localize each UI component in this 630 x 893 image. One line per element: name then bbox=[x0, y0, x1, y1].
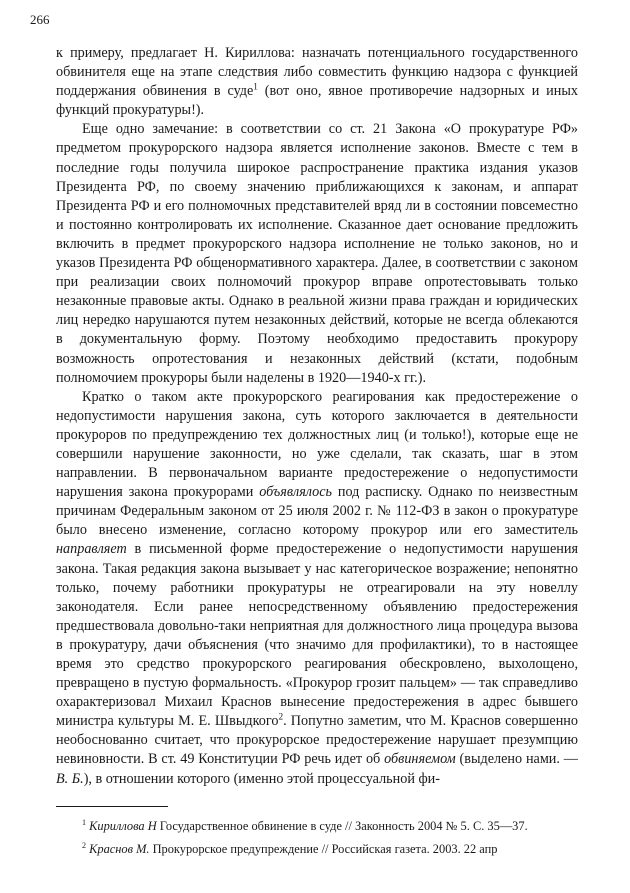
italic-run: В. Б. bbox=[56, 770, 84, 787]
italic-run: обвиняемом bbox=[384, 751, 456, 768]
footnote-marker: 2 bbox=[278, 711, 284, 722]
footnotes bbox=[56, 818, 578, 863]
text-run: к примеру, предлагает Н. Кириллова: назначать потенциального государственного обвинителя еще на этапе следствия либо совместить функцию надзора с функцией поддержания обвинения в суде bbox=[56, 45, 578, 100]
text-run: Кратко о таком акте прокурорского реагирования как предостережение о недопустимости нарушения закона, суть которого заключается в деятельности прокуроров по предупреждению тех должностных лиц (и только!), которые еще не совершили нарушение законности, но уже сделали, так сказать, шаг в этом направлении. В первоначальном варианте предостережение о недопустимости нарушения закона прокурорами bbox=[56, 388, 578, 501]
text-run: . Попутно заметим, что М. Краснов совершенно необоснованно считает, что прокурорское предостережение нарушает презумпцию невиновности. В ст. 49 Конституции РФ речь идет об bbox=[56, 713, 578, 768]
italic-run: объявлялось bbox=[259, 484, 332, 501]
page-number: 266 bbox=[30, 12, 50, 27]
text-run: под расписку. Однако по неизвестным причинам Федеральным законом от 25 июля 2002 г. № 112-ФЗ в закон о прокуратуре было внесено изменение, согласно которому прокурор или его заместитель bbox=[56, 484, 578, 539]
italic-run: Краснов М. bbox=[89, 841, 150, 856]
italic-run: направляет bbox=[56, 541, 127, 558]
text-run: (выделено нами. — bbox=[455, 751, 578, 768]
text-run: в письменной форме предостережение о недопустимости нарушения закона. Такая редакция закона вызывает у нас категорическое возражение; непонятно только, почему работники прокуратуры не отреагировали на эту новеллу законодателя. Если ранее непосредственному объявлению предостережения предшествовала довольно-таки неприятная для должностного лица процедура вызова в прокуратуру, дачи объяснения (что значимо для профилактики), то в настоящее время это средство прокурорского реагирования обескровлено, выхолощено, превращено в пустую формальность. «Прокурор грозит пальцем» — так справедливо охарактеризовал Михаил Краснов вынесение предостережения в адрес бывшего министра культуры М. Е. Швыдкого bbox=[56, 541, 578, 730]
text-run: Еще одно замечание: в соответствии со ст. 21 Закона «О прокуратуре РФ» предметом прокурорского надзора является исполнение законов. Вместе с тем в последние годы получила широкое распространение практика издания указов Президента РФ, по своему значению приближающихся к законам, и аппарат Президента РФ и его полномочных представителей вряд ли в состоянии повсеместно и постоянно контролировать их исполнение. Сказанное дает основание предложить включить в предмет прокурорского надзора исполнение не только законов, но и указов Президента РФ общенормативного характера. Далее, в соответствии с законом при реализации своих полномочий прокурор вправе опротестовывать только незаконные правовые акты. Однако в реальной жизни права граждан и юридических лиц нередко нарушаются путем незаконных действий, которые не всегда облекаются в документальную форму. Поэтому необходимо предоставить прокурору возможность опротестования и незаконных действий (кстати, подобным полномочием прокуроры были наделены в 1920—1940-х гг.). bbox=[56, 121, 578, 386]
footnote-divider bbox=[56, 806, 168, 807]
body-text bbox=[56, 44, 578, 789]
footnote-1 bbox=[56, 818, 578, 835]
paragraph-continuation bbox=[56, 44, 578, 120]
text-run: (вот оно, явное противоречие надзорных и иных функций прокуратуры!). bbox=[56, 83, 578, 119]
footnote-marker: 1 bbox=[253, 81, 258, 92]
footnote-marker: 1 bbox=[82, 817, 87, 827]
footnote-2 bbox=[56, 841, 578, 858]
text-run: Государственное обвинение в суде // Законность 2004 № 5. С. 35—37. bbox=[156, 819, 528, 833]
text-run: Прокурорское предупреждение // Российская газета. 2003. 22 апр bbox=[149, 841, 498, 856]
text-run: ), в отношении которого (именно этой процессуальной фи- bbox=[83, 770, 440, 787]
paragraph-prosecutor-supervision bbox=[56, 120, 578, 387]
paragraph-warning-act bbox=[56, 388, 578, 789]
footnote-marker: 2 bbox=[82, 840, 87, 850]
italic-run: Кириллова Н bbox=[89, 819, 157, 833]
